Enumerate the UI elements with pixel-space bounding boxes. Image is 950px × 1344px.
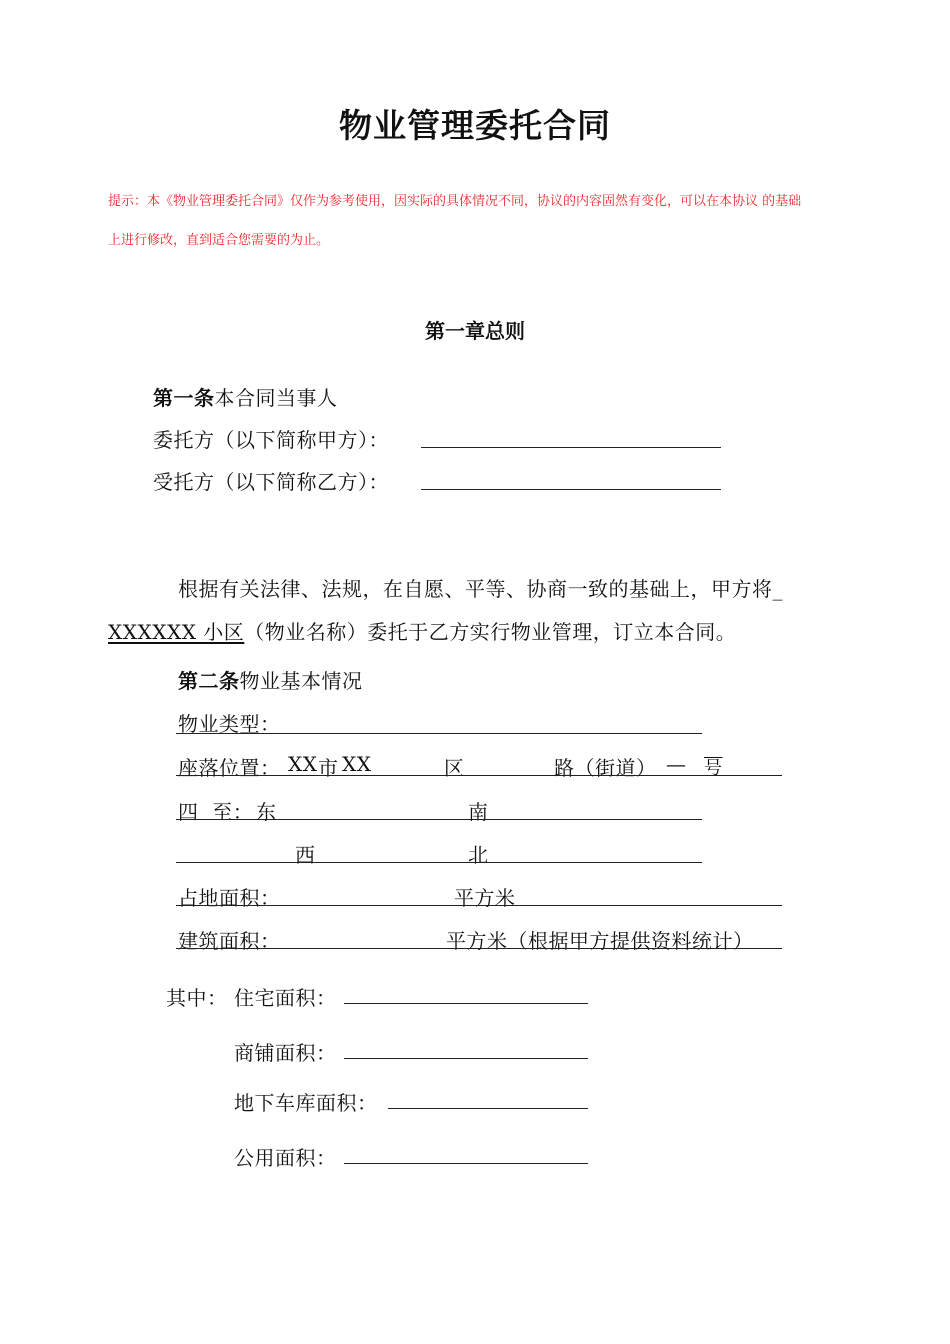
location-label: 座落位置： bbox=[178, 756, 281, 780]
shop-label: 商铺面积： bbox=[234, 1041, 337, 1065]
residential-label: 住宅面积： bbox=[234, 986, 337, 1010]
article1-label: 第一条 bbox=[153, 386, 215, 410]
property-name: XXXXXX 小区 bbox=[108, 620, 245, 644]
location-blank bbox=[176, 775, 782, 776]
boundary-blank-1 bbox=[176, 819, 702, 820]
party-a-label: 委托方（以下简称甲方）： bbox=[153, 428, 389, 452]
building-area-unit: 平方米（根据甲方提供资料统计） bbox=[446, 929, 754, 953]
shop-blank bbox=[344, 1058, 588, 1059]
article1-heading bbox=[153, 382, 338, 411]
land-area-label: 占地面积： bbox=[178, 886, 281, 910]
party-a-blank bbox=[421, 447, 721, 448]
district-word: 区 bbox=[444, 756, 465, 780]
page-title: 物业管理委托合同 bbox=[339, 106, 611, 145]
location-city: XX bbox=[288, 752, 318, 776]
boundary-label: 四 至： bbox=[178, 800, 254, 824]
article2-title: 物业基本情况 bbox=[239, 669, 363, 693]
public-blank bbox=[344, 1163, 588, 1164]
east-word: 东 bbox=[256, 800, 277, 824]
location-district: XX bbox=[342, 752, 372, 776]
article2-label: 第二条 bbox=[178, 669, 240, 693]
intro-line-1 bbox=[178, 573, 783, 602]
chapter-title: 第一章总则 bbox=[425, 319, 525, 343]
north-word: 北 bbox=[468, 843, 489, 867]
road-word: 路（街道） bbox=[554, 756, 657, 780]
west-word: 西 bbox=[295, 843, 316, 867]
hao-word: 号 bbox=[704, 758, 723, 779]
tip-line-2: 上进行修改，直到适合您需要的为止。 bbox=[108, 233, 330, 248]
property-type-blank bbox=[176, 733, 702, 734]
boundary-blank-2 bbox=[176, 862, 702, 863]
city-word: 市 bbox=[318, 756, 339, 780]
among-label: 其中： bbox=[166, 986, 228, 1010]
intro-tail: _ bbox=[772, 577, 783, 601]
south-word: 南 bbox=[468, 800, 489, 824]
public-label: 公用面积： bbox=[234, 1146, 337, 1170]
dash: — bbox=[666, 752, 687, 776]
garage-blank bbox=[388, 1108, 588, 1109]
building-area-label: 建筑面积： bbox=[178, 929, 281, 953]
article1-title: 本合同当事人 bbox=[214, 386, 338, 410]
intro-text-1: 根据有关法律、法规，在自愿、平等、协商一致的基础上，甲方将 bbox=[178, 577, 773, 601]
intro-line-2 bbox=[108, 616, 736, 645]
residential-blank bbox=[344, 1003, 588, 1004]
land-area-unit: 平方米 bbox=[454, 886, 516, 910]
property-type-label: 物业类型： bbox=[178, 712, 281, 736]
land-area-blank bbox=[176, 905, 782, 906]
party-b-blank bbox=[421, 489, 721, 490]
building-area-blank bbox=[176, 948, 782, 949]
garage-label: 地下车库面积： bbox=[234, 1091, 378, 1115]
tip-line-1: 提示：本《物业管理委托合同》仅作为参考使用，因实际的具体情况不同，协议的内容固然有变化，可以在本协议 的基础 bbox=[108, 194, 802, 209]
article2-heading bbox=[178, 665, 363, 694]
intro-text-2: （物业名称）委托于乙方实行物业管理，订立本合同。 bbox=[244, 620, 737, 644]
party-b-label: 受托方（以下简称乙方）： bbox=[153, 470, 389, 494]
